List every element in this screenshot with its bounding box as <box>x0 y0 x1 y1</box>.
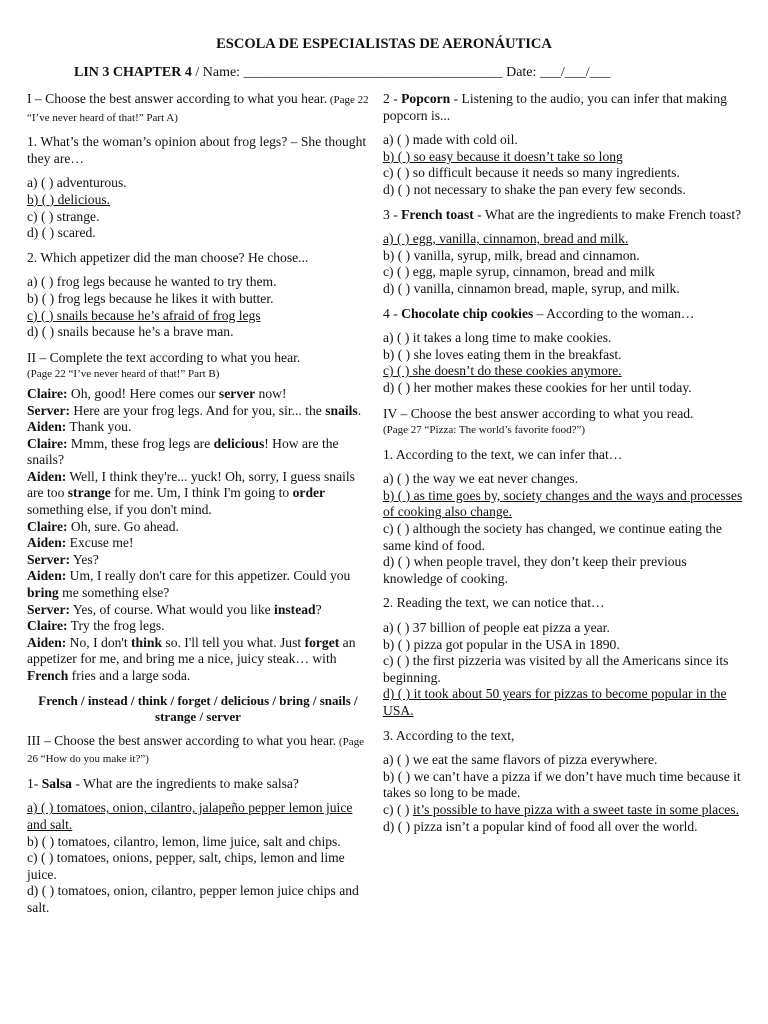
dialog <box>27 386 369 685</box>
option-a[interactable]: a) ( ) it takes a long time to make cookies. <box>383 330 612 346</box>
dialog-text: now! <box>255 385 287 401</box>
question-3-4-title: Chocolate chip cookies <box>401 305 534 321</box>
section-1-source: (Page 22 “I’ve never heard of that!” Part A) <box>27 94 369 124</box>
option-a[interactable]: a) ( ) the way we eat never changes. <box>383 471 579 487</box>
dialog-text: an appetizer for me, and bring me a nice, juicy steak… with <box>27 634 356 667</box>
dialog-text: Yes? <box>70 551 99 567</box>
question-4-1: 1. According to the text, we can infer that… <box>383 446 623 462</box>
course-line <box>74 64 611 82</box>
dialog-keyword: French <box>27 668 69 683</box>
dialog-text: . <box>357 402 362 418</box>
option-d[interactable]: d) ( ) not necessary to shake the pan every few seconds. <box>383 181 686 197</box>
option-b[interactable]: b) ( ) as time goes by, society changes and the ways and processes of cooking also change. <box>383 487 743 520</box>
question-3-2-options <box>383 132 745 198</box>
question-4-3-options <box>383 752 745 835</box>
dialog-keyword: delicious <box>213 435 265 451</box>
word-bank: French / instead / think / forget / delicious / bring / snails / strange / server <box>38 692 358 724</box>
dialog-keyword: think <box>131 634 163 650</box>
dialog-speaker: Server: <box>27 601 71 617</box>
section-1-heading: I – Choose the best answer according to what you hear. (Page 22 “I’ve never heard of that!” Part A) <box>27 91 369 124</box>
dialog-speaker: Server: <box>27 402 71 418</box>
option-d[interactable]: d) ( ) tomatoes, onion, cilantro, pepper lemon juice chips and salt. <box>27 883 359 915</box>
dialog-speaker: Claire: <box>27 618 68 634</box>
dialog-line <box>27 519 369 536</box>
dialog-text: so. I'll tell you what. Just <box>162 634 305 650</box>
dialog-keyword: snails <box>325 402 358 418</box>
dialog-text: Here are your frog legs. And for you, sir... the <box>70 402 326 418</box>
question-4-1-options <box>383 471 745 587</box>
dialog-speaker: Aiden: <box>27 468 67 484</box>
dialog-speaker: Aiden: <box>27 419 67 435</box>
dialog-text: Thank you. <box>66 419 132 435</box>
option-c[interactable]: c) ( ) although the society has changed, we continue eating the same kind of food. <box>383 521 722 553</box>
section-4-heading: IV – Choose the best answer according to what you read. <box>383 405 694 421</box>
section-4-source: (Page 27 “Pizza: The world’s favorite food?”) <box>383 424 586 437</box>
option-c[interactable]: c) ( ) she doesn’t do these cookies anymore. <box>383 363 622 379</box>
date-blank[interactable]: ___/___/___ <box>539 65 611 80</box>
option-c[interactable]: c) ( ) strange. <box>27 208 100 224</box>
dialog-speaker: Aiden: <box>27 568 67 584</box>
option-d[interactable]: d) ( ) when people travel, they don’t keep their previous knowledge of cooking. <box>383 554 687 586</box>
dialog-text: fries and a large soda. <box>68 668 191 683</box>
option-c[interactable]: c) ( ) egg, maple syrup, cinnamon, bread and milk <box>383 264 655 280</box>
section-2-heading: II – Complete the text according to what you hear. <box>27 349 301 365</box>
option-d[interactable]: d) ( ) scared. <box>27 225 96 241</box>
dialog-keyword: forget <box>304 634 340 650</box>
dialog-text: Um, I really don't care for this appetizer. Could you <box>66 568 351 584</box>
option-a[interactable]: a) ( ) we eat the same flavors of pizza everywhere. <box>383 752 658 768</box>
dialog-text: Oh, good! Here comes our <box>67 385 219 401</box>
option-c-answer: it’s possible to have pizza with a sweet taste in some places. <box>412 801 739 817</box>
option-d[interactable]: d) ( ) pizza isn’t a popular kind of food all over the world. <box>383 818 698 834</box>
dialog-text: Well, I think they're... yuck! Oh, sorry, I guess snails are too <box>27 468 355 501</box>
dialog-speaker: Claire: <box>27 435 68 451</box>
dialog-speaker: Aiden: <box>27 535 67 551</box>
dialog-keyword: order <box>292 485 326 501</box>
section-2-source: (Page 22 “I’ve never heard of that!” Part B) <box>27 368 220 381</box>
dialog-speaker: Claire: <box>27 518 68 534</box>
option-a[interactable]: a) ( ) tomatoes, onion, cilantro, jalapeño pepper lemon juice and salt. <box>27 800 353 832</box>
dialog-line <box>27 618 369 635</box>
question-1-1: 1. What’s the woman’s opinion about frog legs? – She thought they are… <box>27 134 367 166</box>
section-3-heading: III – Choose the best answer according to what you hear. (Page 26 “How do you make it?”) <box>27 732 364 766</box>
dialog-text: ! How are the snails? <box>27 435 339 468</box>
dialog-text: No, I don't <box>66 634 132 650</box>
option-a[interactable]: a) ( ) adventurous. <box>27 175 127 191</box>
option-d[interactable]: d) ( ) snails because he’s a brave man. <box>27 324 234 340</box>
question-3-2: 2 - Popcorn - Listening to the audio, you can infer that making popcorn is... <box>383 91 727 123</box>
dialog-text: ? <box>315 601 322 617</box>
option-c[interactable]: c) ( ) tomatoes, onions, pepper, salt, chips, lemon and lime juice. <box>27 850 345 882</box>
date-label: Date: <box>502 65 540 80</box>
dialog-speaker: Aiden: <box>27 634 67 650</box>
option-a[interactable]: a) ( ) egg, vanilla, cinnamon, bread and milk. <box>383 231 629 247</box>
question-1-2-options <box>27 274 369 340</box>
question-3-1-title: Salsa <box>41 775 72 791</box>
dialog-text: something else, if you don't mind. <box>27 502 212 518</box>
dialog-text: Oh, sure. Go ahead. <box>67 518 179 534</box>
dialog-line <box>27 436 369 469</box>
dialog-line <box>27 469 369 519</box>
dialog-text: Mmm, these frog legs are <box>67 435 214 451</box>
dialog-keyword: strange <box>67 485 111 501</box>
question-3-1: 1- Salsa - What are the ingredients to make salsa? <box>27 775 299 791</box>
option-d[interactable]: d) ( ) vanilla, cinnamon bread, maple, syrup, and milk. <box>383 280 680 296</box>
option-b[interactable]: b) ( ) tomatoes, cilantro, lemon, lime juice, salt and chips. <box>27 833 341 849</box>
option-c[interactable]: c) ( ) snails because he’s afraid of frog legs <box>27 307 261 323</box>
dialog-speaker: Server: <box>27 551 71 567</box>
option-b[interactable]: b) ( ) frog legs because he likes it with butter. <box>27 290 274 306</box>
left-column <box>27 91 369 917</box>
option-a[interactable]: a) ( ) 37 billion of people eat pizza a year. <box>383 620 610 636</box>
option-b[interactable]: b) ( ) vanilla, syrup, milk, bread and cinnamon. <box>383 247 640 263</box>
question-3-4: 4 - Chocolate chip cookies – According to the woman… <box>383 305 695 321</box>
question-4-2-options <box>383 620 745 720</box>
option-c[interactable]: c) ( ) so difficult because it needs so many ingredients. <box>383 165 680 181</box>
dialog-keyword: instead <box>274 601 316 617</box>
dialog-text: Try the frog legs. <box>67 618 165 634</box>
option-d[interactable]: d) ( ) her mother makes these cookies for her until today. <box>383 379 692 395</box>
question-1-1-options <box>27 175 369 241</box>
dialog-keyword: server <box>218 385 256 401</box>
option-b[interactable]: b) ( ) so easy because it doesn’t take so long <box>383 148 623 164</box>
right-column <box>383 91 745 835</box>
name-label: / Name: <box>191 65 244 80</box>
dialog-line <box>27 386 369 403</box>
question-3-2-title: Popcorn <box>401 91 451 106</box>
dialog-text: Excuse me! <box>66 535 134 551</box>
dialog-line <box>27 635 369 668</box>
dialog-text: for me. Um, I think I'm going to <box>110 485 293 501</box>
dialog-line <box>27 419 369 436</box>
section-3-source: (Page 26 “How do you make it?”) <box>27 735 364 766</box>
dialog-keyword: bring <box>27 585 59 601</box>
dialog-line <box>27 568 369 601</box>
question-3-1-options <box>27 800 369 916</box>
question-3-3: 3 - French toast - What are the ingredients to make French toast? <box>383 206 742 222</box>
dialog-line <box>27 668 369 685</box>
dialog-line <box>27 552 369 569</box>
option-b[interactable]: b) ( ) pizza got popular in the USA in 1890. <box>383 636 620 652</box>
option-a[interactable]: a) ( ) frog legs because he wanted to try them. <box>27 274 277 290</box>
question-3-3-options <box>383 231 745 297</box>
dialog-line <box>27 403 369 420</box>
option-b[interactable]: b) ( ) delicious. <box>27 191 111 207</box>
option-a[interactable]: a) ( ) made with cold oil. <box>383 132 518 148</box>
dialog-text: me something else? <box>58 585 170 601</box>
question-1-2: 2. Which appetizer did the man choose? He chose... <box>27 249 309 265</box>
question-3-3-title: French toast <box>401 206 474 222</box>
option-c[interactable]: c) ( ) it’s possible to have pizza with a sweet taste in some places. <box>383 801 739 817</box>
option-b[interactable]: b) ( ) we can’t have a pizza if we don’t have much time because it takes so long to be made. <box>383 768 741 801</box>
question-4-2: 2. Reading the text, we can notice that… <box>383 595 605 611</box>
option-d[interactable]: d) ( ) it took about 50 years for pizzas to become popular in the USA. <box>383 686 727 718</box>
dialog-text: Yes, of course. What would you like <box>70 601 275 617</box>
question-3-4-options <box>383 330 745 396</box>
course-code: LIN 3 CHAPTER 4 <box>74 65 192 80</box>
option-c[interactable]: c) ( ) the first pizzeria was visited by all the Americans since its beginning. <box>383 653 729 685</box>
question-4-3: 3. According to the text, <box>383 727 515 743</box>
school-title: ESCOLA DE ESPECIALISTAS DE AERONÁUTICA <box>216 36 552 52</box>
name-blank[interactable]: _____________________________________ <box>243 65 503 80</box>
dialog-speaker: Claire: <box>27 385 68 401</box>
option-b[interactable]: b) ( ) she loves eating them in the breakfast. <box>383 346 622 362</box>
dialog-line <box>27 535 369 552</box>
dialog-line <box>27 602 369 619</box>
